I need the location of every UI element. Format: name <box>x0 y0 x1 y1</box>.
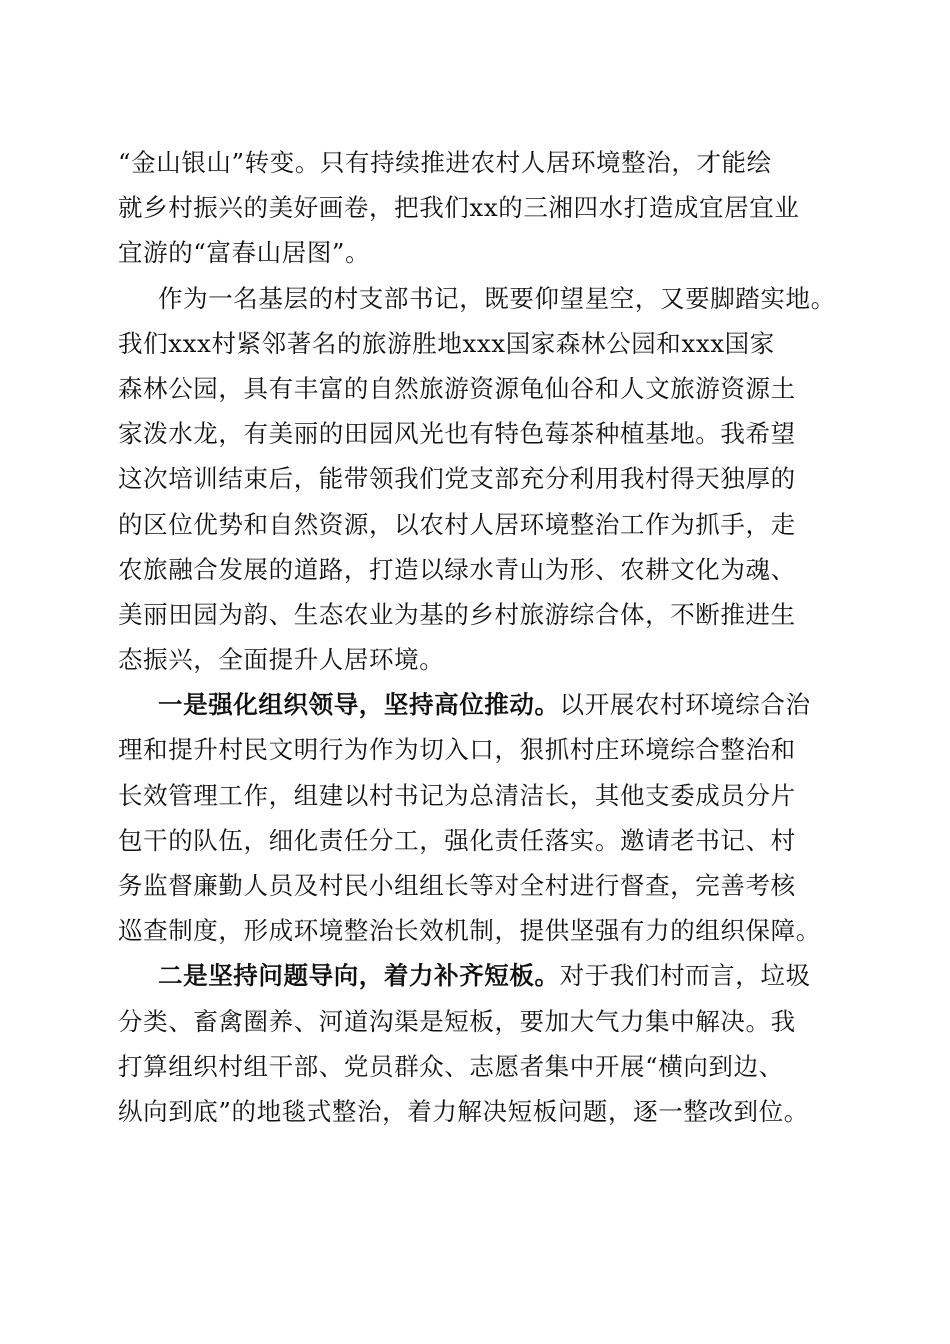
paragraph-line: 农旅融合发展的道路，打造以绿水青山为形、农耕文化为魂、 <box>118 554 796 584</box>
paragraph-line: “金山银山”转变。只有持续推进农村人居环境整治，才能绘 <box>118 148 772 177</box>
paragraph-line: 我们xxx村紧邻著名的旅游胜地xxx国家森林公园和xxx国家 <box>118 328 775 358</box>
paragraph-line: 宜游的“富春山居图”。 <box>118 238 371 268</box>
paragraph-4 <box>118 953 838 1134</box>
document-body <box>118 140 838 1134</box>
section-heading: 一是强化组织领导，坚持高位推动。 <box>158 690 560 720</box>
paragraph-line: 森林公园，具有丰富的自然旅游资源龟仙谷和人文旅游资源土 <box>118 373 796 403</box>
paragraph-first-line <box>118 953 838 998</box>
paragraph-first-line: 作为一名基层的村支部书记，既要仰望星空，又要脚踏实地。 <box>158 283 836 313</box>
paragraph-1 <box>118 140 838 276</box>
paragraph-3 <box>118 682 838 953</box>
paragraph-line: 就乡村振兴的美好画卷，把我们xx的三湘四水打造成宜居宜业 <box>118 193 800 223</box>
paragraph-text: 以开展农村环境综合治 <box>559 690 811 720</box>
paragraph-line: 的区位优势和自然资源，以农村人居环境整治工作为抓手，走 <box>118 509 796 539</box>
paragraph-line: 打算组织村组干部、党员群众、志愿者集中开展“横向到边、 <box>118 1051 784 1081</box>
paragraph-line: 包干的队伍，细化责任分工，强化责任落实。邀请老书记、村 <box>118 825 796 855</box>
paragraph-line: 巡查制度，形成环境整治长效机制，提供坚强有力的组织保障。 <box>118 916 821 946</box>
paragraph-text: 对于我们村而言，垃圾 <box>559 961 811 991</box>
paragraph-2 <box>118 276 838 683</box>
paragraph-line: 家泼水龙，有美丽的田园风光也有特色莓茶种植基地。我希望 <box>118 419 796 449</box>
paragraph-line: 态振兴，全面提升人居环境。 <box>118 645 445 675</box>
paragraph-line: 务监督廉勤人员及村民小组组长等对全村进行督查，完善考核 <box>118 871 796 900</box>
paragraph-line: 理和提升村民文明行为作为切入口，狠抓村庄环境综合整治和 <box>118 735 796 765</box>
paragraph-line: 长效管理工作，组建以村书记为总清洁长，其他支委成员分片 <box>118 780 796 810</box>
paragraph-line: 纵向到底”的地毯式整治，着力解决短板问题，逐一整改到位。 <box>118 1096 809 1126</box>
paragraph-line: 这次培训结束后，能带领我们党支部充分利用我村得天独厚的 <box>118 464 796 494</box>
paragraph-line: 美丽田园为韵、生态农业为基的乡村旅游综合体，不断推进生 <box>118 599 796 629</box>
paragraph-first-line <box>118 682 838 727</box>
paragraph-line: 分类、畜禽圈养、河道沟渠是短板，要加大气力集中解决。我 <box>118 1006 796 1036</box>
section-heading: 二是坚持问题导向，着力补齐短板。 <box>158 961 560 991</box>
